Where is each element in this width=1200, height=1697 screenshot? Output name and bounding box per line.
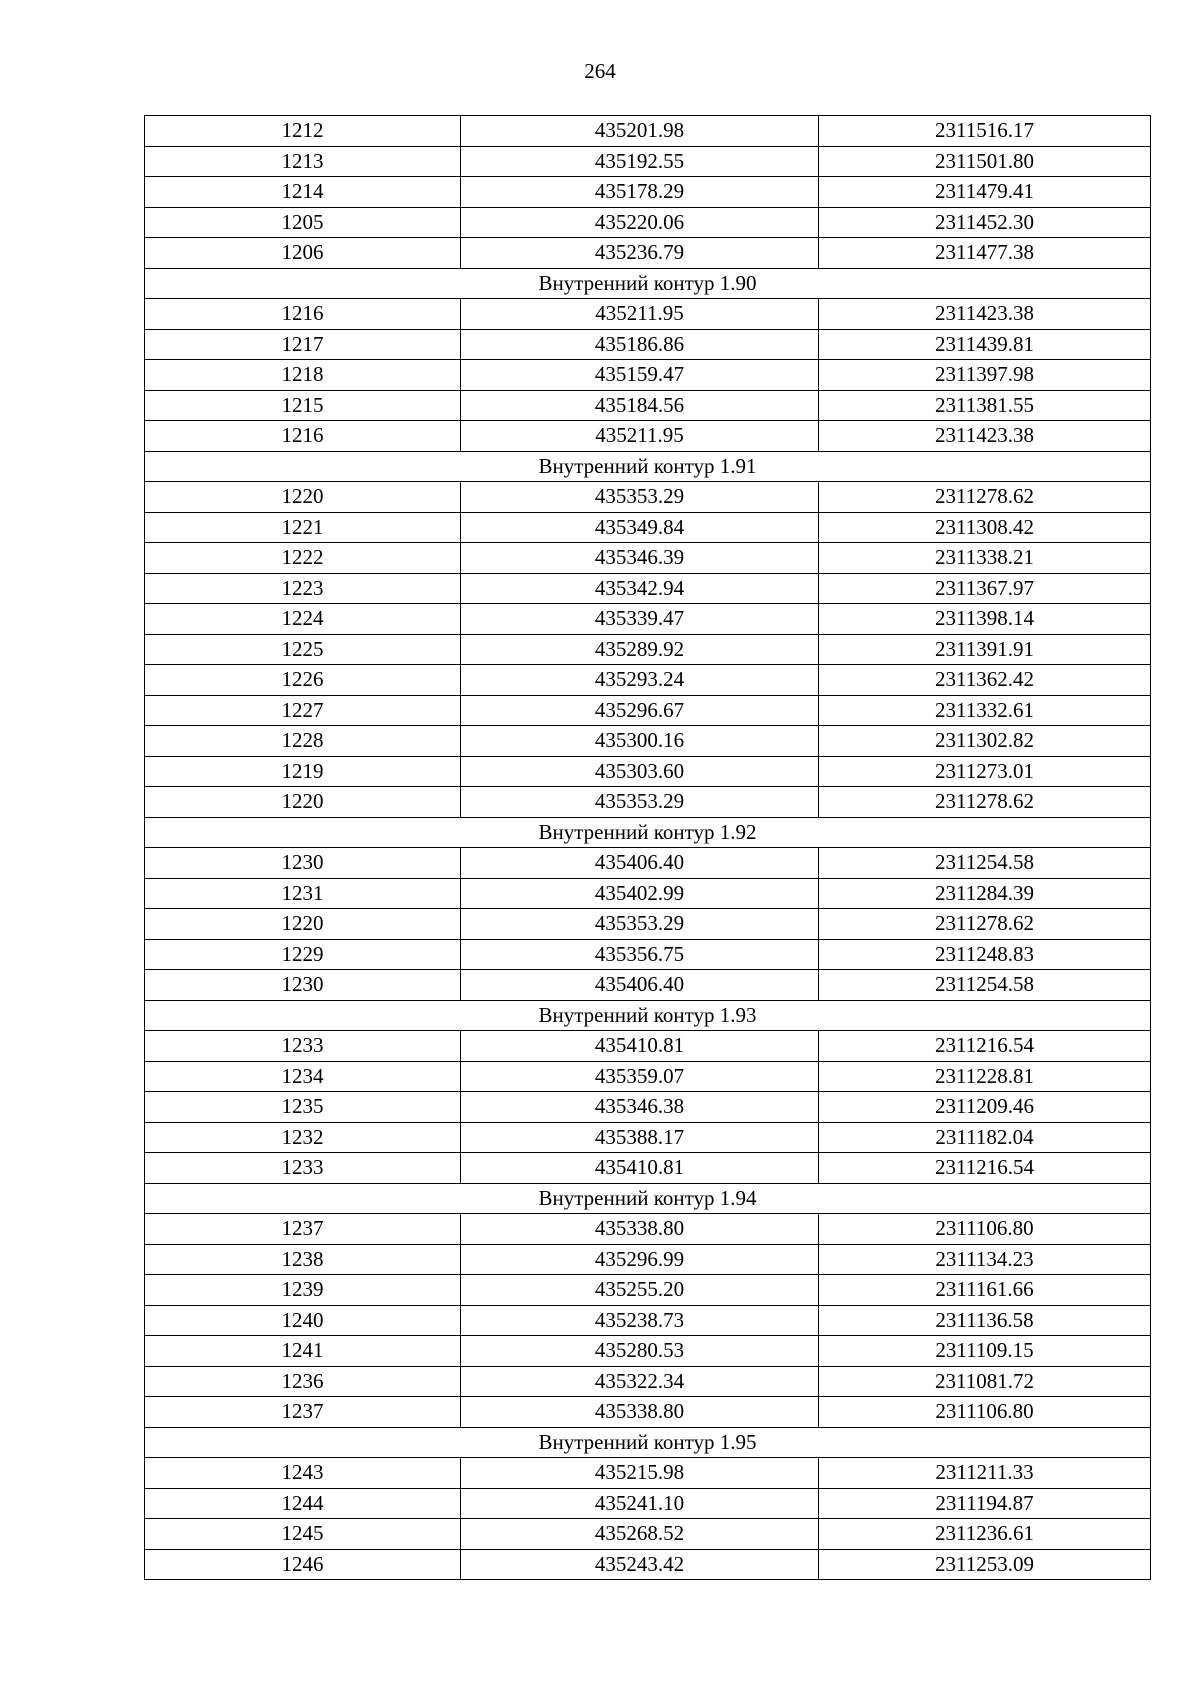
y-coordinate-cell: 2311398.14 (819, 604, 1151, 635)
table-row (145, 1092, 1151, 1123)
x-coordinate-cell: 435211.95 (461, 299, 819, 330)
x-coordinate-cell: 435356.75 (461, 939, 819, 970)
point-number-cell: 1231 (145, 878, 461, 909)
table-row (145, 1153, 1151, 1184)
contour-header-row (145, 817, 1151, 848)
point-number-cell: 1241 (145, 1336, 461, 1367)
x-coordinate-cell: 435243.42 (461, 1549, 819, 1580)
x-coordinate-cell: 435353.29 (461, 482, 819, 513)
y-coordinate-cell: 2311134.23 (819, 1244, 1151, 1275)
page-number: 264 (584, 59, 616, 83)
table-row (145, 939, 1151, 970)
x-coordinate-cell: 435241.10 (461, 1488, 819, 1519)
contour-header-label: Внутренний контур 1.92 (145, 817, 1151, 848)
x-coordinate-cell: 435338.80 (461, 1214, 819, 1245)
table-row (145, 1336, 1151, 1367)
table-row (145, 1458, 1151, 1489)
y-coordinate-cell: 2311278.62 (819, 909, 1151, 940)
x-coordinate-cell: 435184.56 (461, 390, 819, 421)
y-coordinate-cell: 2311216.54 (819, 1031, 1151, 1062)
contour-header-row (145, 1183, 1151, 1214)
point-number-cell: 1243 (145, 1458, 461, 1489)
point-number-cell: 1233 (145, 1031, 461, 1062)
y-coordinate-cell: 2311381.55 (819, 390, 1151, 421)
contour-header-label: Внутренний контур 1.95 (145, 1427, 1151, 1458)
contour-header-row (145, 1000, 1151, 1031)
y-coordinate-cell: 2311332.61 (819, 695, 1151, 726)
y-coordinate-cell: 2311194.87 (819, 1488, 1151, 1519)
point-number-cell: 1239 (145, 1275, 461, 1306)
table-row (145, 1031, 1151, 1062)
point-number-cell: 1217 (145, 329, 461, 360)
y-coordinate-cell: 2311182.04 (819, 1122, 1151, 1153)
table-row (145, 787, 1151, 818)
y-coordinate-cell: 2311236.61 (819, 1519, 1151, 1550)
y-coordinate-cell: 2311081.72 (819, 1366, 1151, 1397)
y-coordinate-cell: 2311516.17 (819, 116, 1151, 147)
point-number-cell: 1230 (145, 970, 461, 1001)
y-coordinate-cell: 2311273.01 (819, 756, 1151, 787)
point-number-cell: 1234 (145, 1061, 461, 1092)
point-number-cell: 1237 (145, 1214, 461, 1245)
point-number-cell: 1240 (145, 1305, 461, 1336)
y-coordinate-cell: 2311308.42 (819, 512, 1151, 543)
x-coordinate-cell: 435339.47 (461, 604, 819, 635)
table-row (145, 909, 1151, 940)
table-row (145, 512, 1151, 543)
y-coordinate-cell: 2311228.81 (819, 1061, 1151, 1092)
point-number-cell: 1212 (145, 116, 461, 147)
y-coordinate-cell: 2311423.38 (819, 421, 1151, 452)
coordinates-table-body (145, 116, 1151, 1580)
x-coordinate-cell: 435349.84 (461, 512, 819, 543)
point-number-cell: 1233 (145, 1153, 461, 1184)
table-row (145, 970, 1151, 1001)
table-row (145, 1244, 1151, 1275)
table-row (145, 238, 1151, 269)
point-number-cell: 1213 (145, 146, 461, 177)
point-number-cell: 1246 (145, 1549, 461, 1580)
table-row (145, 146, 1151, 177)
point-number-cell: 1215 (145, 390, 461, 421)
x-coordinate-cell: 435342.94 (461, 573, 819, 604)
y-coordinate-cell: 2311216.54 (819, 1153, 1151, 1184)
point-number-cell: 1222 (145, 543, 461, 574)
table-row (145, 421, 1151, 452)
y-coordinate-cell: 2311253.09 (819, 1549, 1151, 1580)
point-number-cell: 1220 (145, 909, 461, 940)
table-row (145, 482, 1151, 513)
table-row (145, 1519, 1151, 1550)
y-coordinate-cell: 2311479.41 (819, 177, 1151, 208)
y-coordinate-cell: 2311501.80 (819, 146, 1151, 177)
point-number-cell: 1238 (145, 1244, 461, 1275)
y-coordinate-cell: 2311423.38 (819, 299, 1151, 330)
contour-header-row (145, 451, 1151, 482)
contour-header-label: Внутренний контур 1.94 (145, 1183, 1151, 1214)
table-row (145, 756, 1151, 787)
point-number-cell: 1218 (145, 360, 461, 391)
point-number-cell: 1235 (145, 1092, 461, 1123)
point-number-cell: 1225 (145, 634, 461, 665)
point-number-cell: 1236 (145, 1366, 461, 1397)
x-coordinate-cell: 435192.55 (461, 146, 819, 177)
point-number-cell: 1228 (145, 726, 461, 757)
y-coordinate-cell: 2311254.58 (819, 848, 1151, 879)
x-coordinate-cell: 435402.99 (461, 878, 819, 909)
point-number-cell: 1220 (145, 787, 461, 818)
x-coordinate-cell: 435353.29 (461, 909, 819, 940)
table-row (145, 1366, 1151, 1397)
point-number-cell: 1216 (145, 421, 461, 452)
point-number-cell: 1230 (145, 848, 461, 879)
coordinates-table (144, 115, 1151, 1580)
y-coordinate-cell: 2311284.39 (819, 878, 1151, 909)
y-coordinate-cell: 2311136.58 (819, 1305, 1151, 1336)
x-coordinate-cell: 435388.17 (461, 1122, 819, 1153)
table-row (145, 1305, 1151, 1336)
y-coordinate-cell: 2311248.83 (819, 939, 1151, 970)
point-number-cell: 1206 (145, 238, 461, 269)
table-row (145, 1122, 1151, 1153)
x-coordinate-cell: 435236.79 (461, 238, 819, 269)
y-coordinate-cell: 2311278.62 (819, 482, 1151, 513)
table-row (145, 1214, 1151, 1245)
y-coordinate-cell: 2311106.80 (819, 1397, 1151, 1428)
table-row (145, 634, 1151, 665)
y-coordinate-cell: 2311439.81 (819, 329, 1151, 360)
x-coordinate-cell: 435268.52 (461, 1519, 819, 1550)
x-coordinate-cell: 435296.67 (461, 695, 819, 726)
y-coordinate-cell: 2311209.46 (819, 1092, 1151, 1123)
x-coordinate-cell: 435346.38 (461, 1092, 819, 1123)
x-coordinate-cell: 435410.81 (461, 1153, 819, 1184)
point-number-cell: 1237 (145, 1397, 461, 1428)
contour-header-row (145, 1427, 1151, 1458)
x-coordinate-cell: 435178.29 (461, 177, 819, 208)
table-row (145, 1275, 1151, 1306)
point-number-cell: 1244 (145, 1488, 461, 1519)
table-row (145, 726, 1151, 757)
point-number-cell: 1223 (145, 573, 461, 604)
y-coordinate-cell: 2311211.33 (819, 1458, 1151, 1489)
table-row (145, 1488, 1151, 1519)
x-coordinate-cell: 435186.86 (461, 329, 819, 360)
x-coordinate-cell: 435353.29 (461, 787, 819, 818)
y-coordinate-cell: 2311254.58 (819, 970, 1151, 1001)
point-number-cell: 1227 (145, 695, 461, 726)
x-coordinate-cell: 435406.40 (461, 848, 819, 879)
table-row (145, 360, 1151, 391)
point-number-cell: 1205 (145, 207, 461, 238)
table-row (145, 116, 1151, 147)
x-coordinate-cell: 435410.81 (461, 1031, 819, 1062)
x-coordinate-cell: 435359.07 (461, 1061, 819, 1092)
table-row (145, 177, 1151, 208)
contour-header-label: Внутренний контур 1.93 (145, 1000, 1151, 1031)
point-number-cell: 1214 (145, 177, 461, 208)
point-number-cell: 1219 (145, 756, 461, 787)
x-coordinate-cell: 435215.98 (461, 1458, 819, 1489)
x-coordinate-cell: 435300.16 (461, 726, 819, 757)
y-coordinate-cell: 2311397.98 (819, 360, 1151, 391)
x-coordinate-cell: 435159.47 (461, 360, 819, 391)
point-number-cell: 1232 (145, 1122, 461, 1153)
point-number-cell: 1224 (145, 604, 461, 635)
point-number-cell: 1221 (145, 512, 461, 543)
table-row (145, 207, 1151, 238)
y-coordinate-cell: 2311367.97 (819, 573, 1151, 604)
x-coordinate-cell: 435322.34 (461, 1366, 819, 1397)
x-coordinate-cell: 435280.53 (461, 1336, 819, 1367)
y-coordinate-cell: 2311391.91 (819, 634, 1151, 665)
y-coordinate-cell: 2311106.80 (819, 1214, 1151, 1245)
point-number-cell: 1220 (145, 482, 461, 513)
point-number-cell: 1229 (145, 939, 461, 970)
table-row (145, 543, 1151, 574)
y-coordinate-cell: 2311161.66 (819, 1275, 1151, 1306)
table-row (145, 329, 1151, 360)
x-coordinate-cell: 435303.60 (461, 756, 819, 787)
point-number-cell: 1226 (145, 665, 461, 696)
table-row (145, 390, 1151, 421)
table-row (145, 1397, 1151, 1428)
table-row (145, 299, 1151, 330)
x-coordinate-cell: 435296.99 (461, 1244, 819, 1275)
y-coordinate-cell: 2311302.82 (819, 726, 1151, 757)
point-number-cell: 1216 (145, 299, 461, 330)
table-row (145, 1549, 1151, 1580)
contour-header-row (145, 268, 1151, 299)
y-coordinate-cell: 2311109.15 (819, 1336, 1151, 1367)
contour-header-label: Внутренний контур 1.91 (145, 451, 1151, 482)
y-coordinate-cell: 2311477.38 (819, 238, 1151, 269)
y-coordinate-cell: 2311338.21 (819, 543, 1151, 574)
table-row (145, 695, 1151, 726)
x-coordinate-cell: 435211.95 (461, 421, 819, 452)
y-coordinate-cell: 2311452.30 (819, 207, 1151, 238)
table-row (145, 1061, 1151, 1092)
x-coordinate-cell: 435346.39 (461, 543, 819, 574)
x-coordinate-cell: 435238.73 (461, 1305, 819, 1336)
table-row (145, 848, 1151, 879)
table-row (145, 573, 1151, 604)
x-coordinate-cell: 435220.06 (461, 207, 819, 238)
y-coordinate-cell: 2311278.62 (819, 787, 1151, 818)
contour-header-label: Внутренний контур 1.90 (145, 268, 1151, 299)
x-coordinate-cell: 435293.24 (461, 665, 819, 696)
x-coordinate-cell: 435289.92 (461, 634, 819, 665)
x-coordinate-cell: 435255.20 (461, 1275, 819, 1306)
table-row (145, 665, 1151, 696)
y-coordinate-cell: 2311362.42 (819, 665, 1151, 696)
table-row (145, 878, 1151, 909)
table-row (145, 604, 1151, 635)
x-coordinate-cell: 435201.98 (461, 116, 819, 147)
x-coordinate-cell: 435406.40 (461, 970, 819, 1001)
point-number-cell: 1245 (145, 1519, 461, 1550)
x-coordinate-cell: 435338.80 (461, 1397, 819, 1428)
